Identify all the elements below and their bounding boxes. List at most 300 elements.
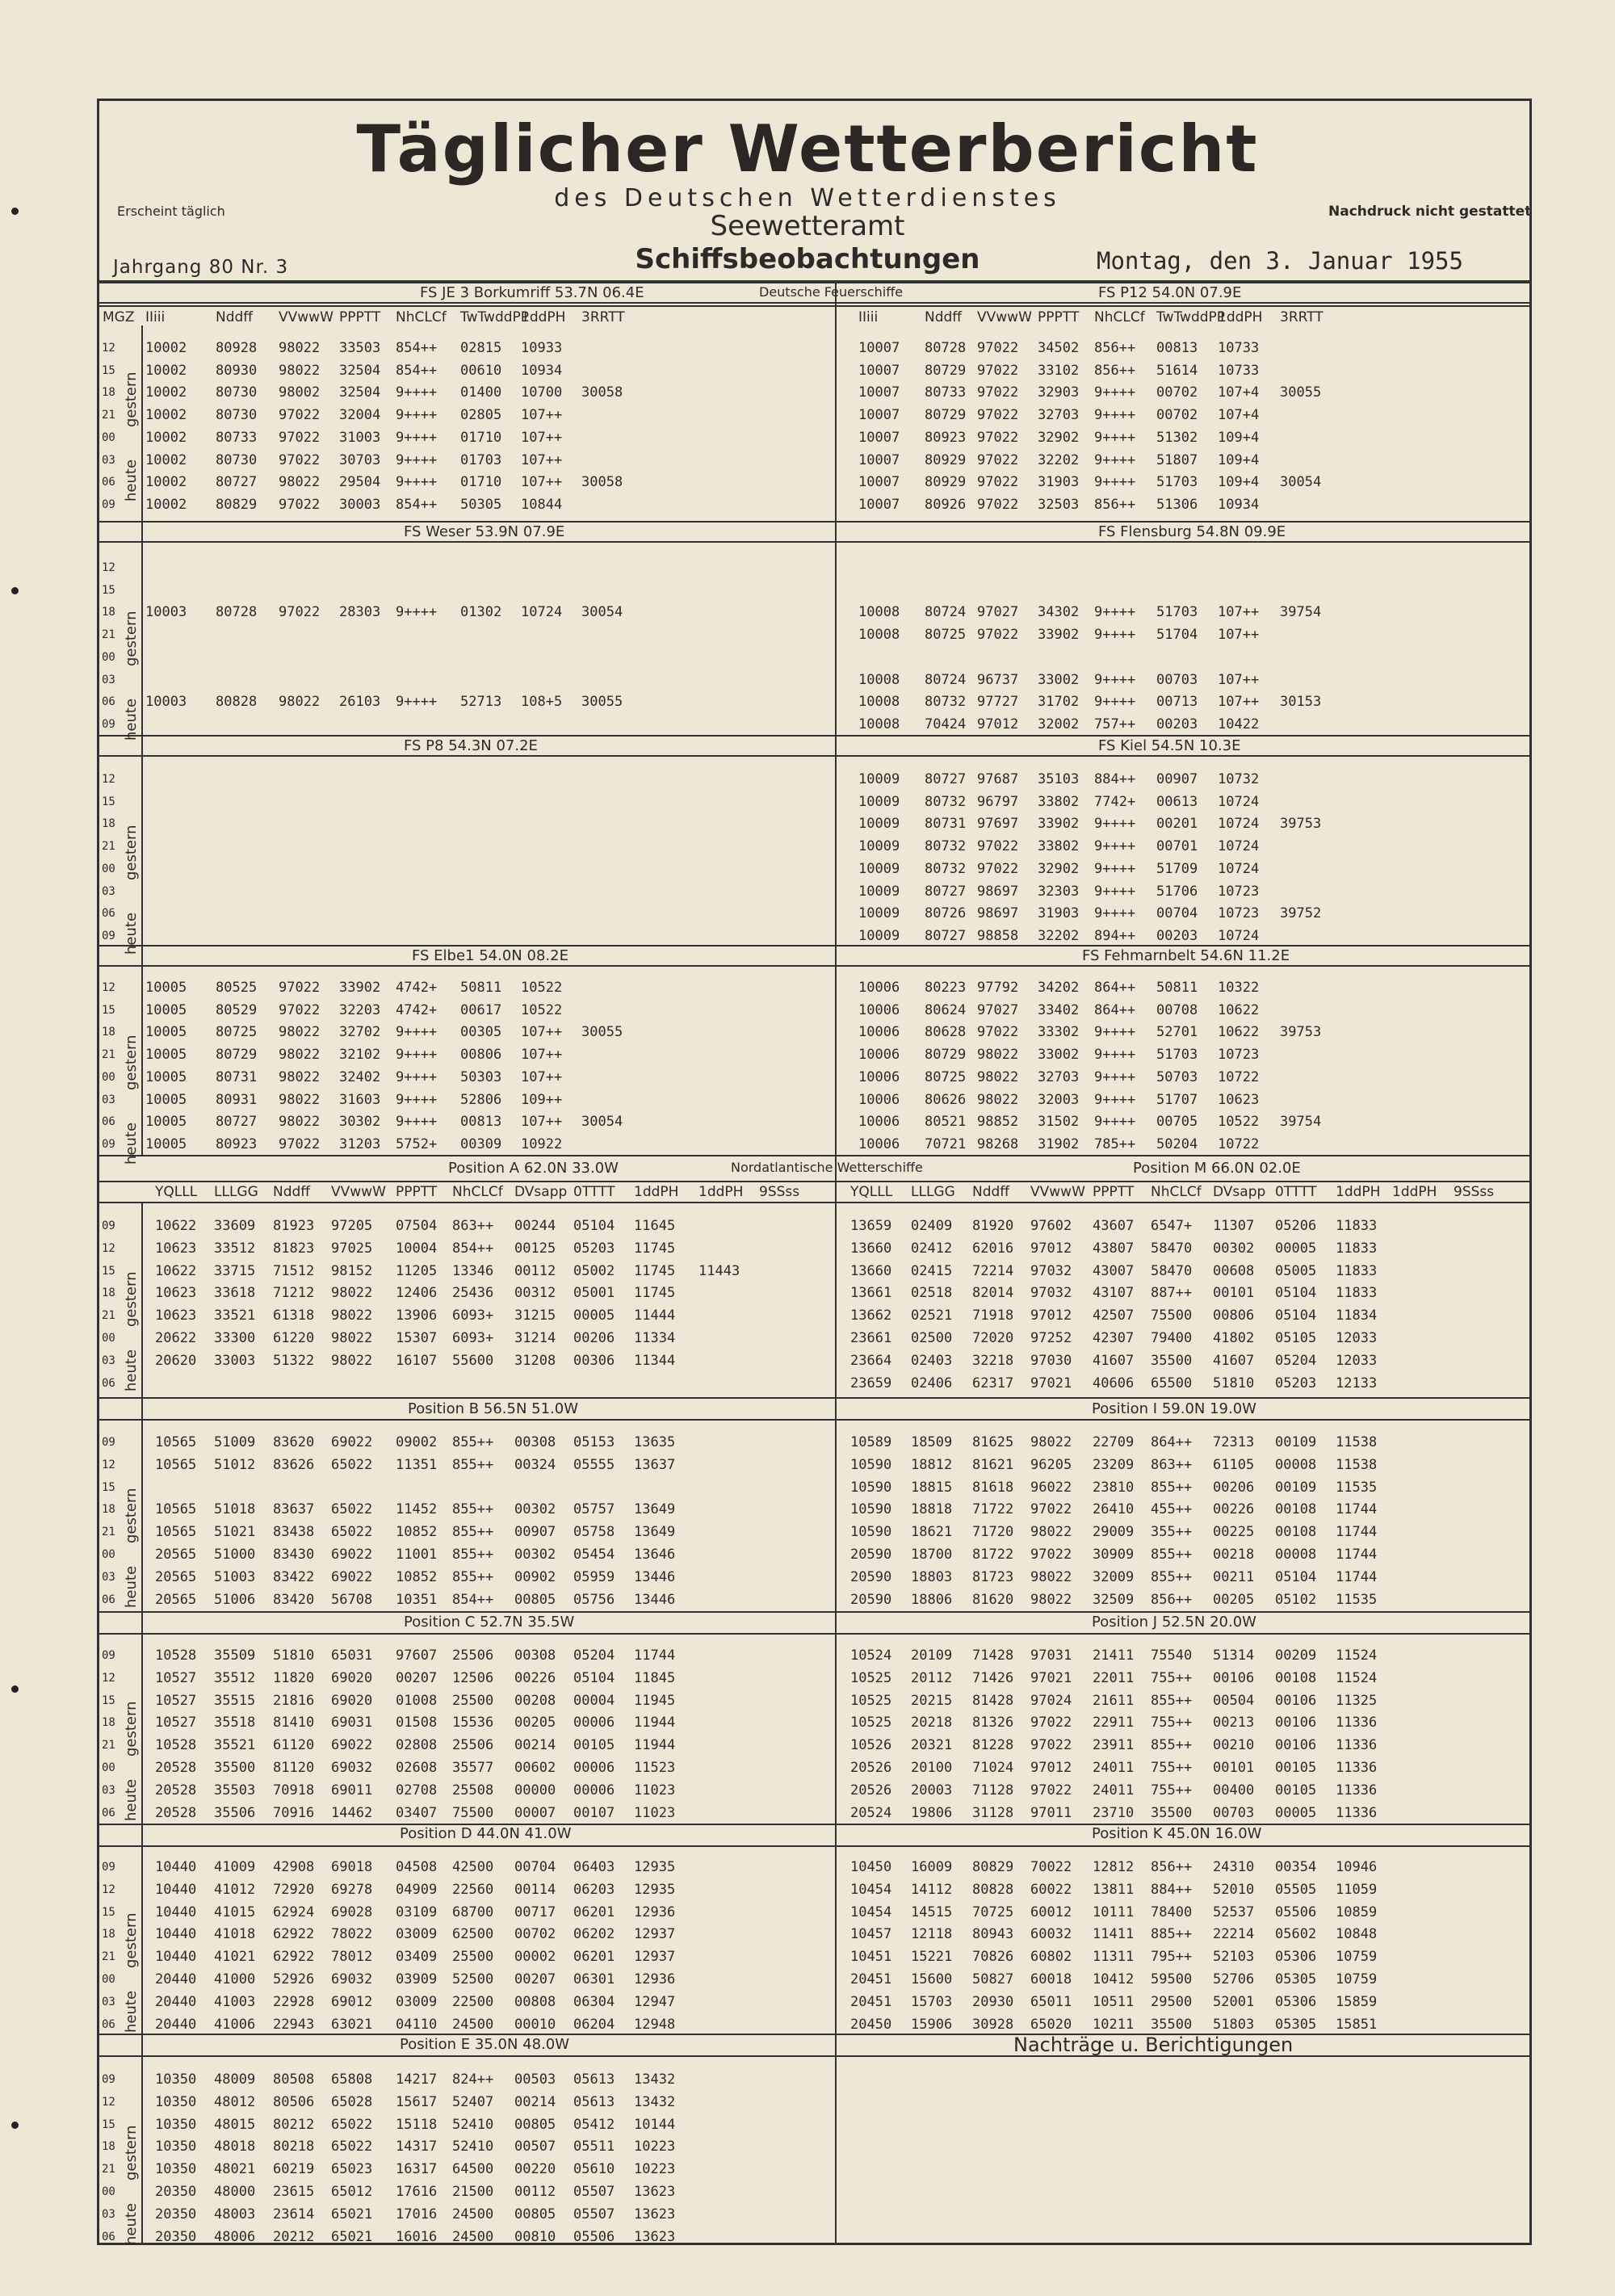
observation-value: 11336 bbox=[1336, 1737, 1378, 1754]
observation-value: 97022 bbox=[279, 407, 321, 424]
observation-value: 05153 bbox=[573, 1434, 615, 1450]
observation-value: 11820 bbox=[273, 1669, 315, 1686]
observation-value: 52806 bbox=[460, 1091, 502, 1108]
observation-value: 18812 bbox=[911, 1456, 953, 1473]
observation-hour: 12 bbox=[102, 1458, 115, 1471]
observation-value: 80223 bbox=[925, 980, 967, 996]
observation-value: 05005 bbox=[1275, 1262, 1317, 1279]
observation-value: 9++++ bbox=[1094, 1091, 1136, 1108]
observation-hour: 00 bbox=[102, 2185, 115, 2198]
observation-value: 12033 bbox=[1336, 1330, 1378, 1346]
observation-value: 28303 bbox=[339, 604, 381, 621]
observation-value: 10002 bbox=[145, 407, 187, 424]
observation-value: 864++ bbox=[1151, 1434, 1193, 1450]
observation-value: 13623 bbox=[634, 2228, 676, 2245]
observation-value: 65011 bbox=[1030, 1993, 1072, 2010]
observation-value: 32202 bbox=[1038, 927, 1080, 944]
observation-value: 10454 bbox=[850, 1904, 892, 1920]
observation-hour: 12 bbox=[102, 1671, 115, 1685]
observation-value: 10724 bbox=[1218, 860, 1260, 877]
observation-value: 80727 bbox=[925, 771, 967, 787]
observation-value: 31502 bbox=[1038, 1114, 1080, 1131]
observation-value: 61120 bbox=[273, 1737, 315, 1754]
observation-value: 9++++ bbox=[1094, 1047, 1136, 1064]
observation-value: 97012 bbox=[1030, 1240, 1072, 1257]
observation-value: 11845 bbox=[634, 1669, 676, 1686]
observation-value: 11538 bbox=[1336, 1456, 1378, 1473]
column-header: VVwwW bbox=[331, 1184, 386, 1200]
observation-value: 80828 bbox=[216, 694, 258, 711]
observation-value: 10007 bbox=[858, 474, 900, 491]
station-title: FS Flensburg 54.8N 09.9E bbox=[1098, 523, 1286, 540]
observation-value: 51704 bbox=[1156, 627, 1198, 644]
observation-value: 9++++ bbox=[1094, 1114, 1136, 1131]
observation-value: 80626 bbox=[925, 1091, 967, 1108]
observation-value: 14462 bbox=[331, 1804, 373, 1821]
observation-value: 10422 bbox=[1218, 716, 1260, 732]
report-section: Schiffsbeobachtungen bbox=[635, 243, 980, 275]
observation-value: 855++ bbox=[452, 1568, 494, 1585]
observation-value: 51012 bbox=[214, 1456, 256, 1473]
observation-value: 02409 bbox=[911, 1218, 953, 1234]
column-header: Nddff bbox=[273, 1184, 311, 1200]
observation-value: 10002 bbox=[145, 340, 187, 356]
observation-hour: 12 bbox=[102, 561, 115, 574]
observation-value: 80724 bbox=[925, 604, 967, 621]
observation-value: 30054 bbox=[581, 604, 623, 621]
observation-hour: 15 bbox=[102, 583, 115, 597]
observation-value: 00703 bbox=[1213, 1804, 1255, 1821]
observation-value: 05104 bbox=[1275, 1285, 1317, 1302]
observation-value: 98697 bbox=[977, 883, 1019, 900]
observation-value: 10722 bbox=[1218, 1135, 1260, 1152]
observation-value: 00206 bbox=[1213, 1479, 1255, 1496]
observation-value: 06202 bbox=[573, 1926, 615, 1943]
observation-value: 00805 bbox=[514, 2116, 556, 2133]
observation-value: 10522 bbox=[521, 1001, 563, 1018]
observation-value: 107++ bbox=[1218, 627, 1260, 644]
observation-value: 97022 bbox=[977, 496, 1019, 513]
observation-hour: 15 bbox=[102, 1003, 115, 1017]
observation-value: 795++ bbox=[1151, 1949, 1193, 1966]
observation-value: 10590 bbox=[850, 1456, 892, 1473]
observation-value: 61105 bbox=[1213, 1456, 1255, 1473]
observation-value: 98697 bbox=[977, 905, 1019, 922]
observation-value: 13811 bbox=[1093, 1881, 1135, 1898]
observation-value: 00205 bbox=[1213, 1591, 1255, 1608]
observation-value: 03009 bbox=[396, 1926, 438, 1943]
observation-value: 9++++ bbox=[1094, 838, 1136, 855]
observation-value: 10223 bbox=[634, 2139, 676, 2155]
observation-value: 51807 bbox=[1156, 451, 1198, 468]
observation-value: 34502 bbox=[1038, 340, 1080, 356]
observation-value: 00209 bbox=[1275, 1647, 1317, 1664]
rule-horizontal bbox=[99, 302, 1530, 304]
observation-value: 10006 bbox=[858, 1135, 900, 1152]
observation-value: 20565 bbox=[155, 1568, 197, 1585]
observation-value: 10009 bbox=[858, 860, 900, 877]
observation-value: 98152 bbox=[331, 1262, 373, 1279]
observation-value: 70725 bbox=[972, 1904, 1014, 1920]
observation-value: 9++++ bbox=[396, 1091, 438, 1108]
column-header: NhCLCf bbox=[396, 309, 447, 325]
observation-value: 12033 bbox=[1336, 1352, 1378, 1369]
observation-hour: 18 bbox=[102, 1287, 115, 1300]
observation-value: 65808 bbox=[331, 2071, 373, 2088]
observation-value: 9++++ bbox=[396, 429, 438, 446]
column-header: YQLLL bbox=[155, 1184, 198, 1200]
observation-value: 10723 bbox=[1218, 1047, 1260, 1064]
rule-horizontal bbox=[99, 945, 1530, 947]
observation-value: 01008 bbox=[396, 1692, 438, 1709]
observation-value: 10008 bbox=[858, 671, 900, 688]
observation-value: 81120 bbox=[273, 1760, 315, 1776]
observation-value: 10759 bbox=[1336, 1949, 1378, 1966]
observation-value: 98022 bbox=[279, 1068, 321, 1085]
observation-value: 80731 bbox=[925, 816, 967, 833]
observation-value: 32702 bbox=[339, 1024, 381, 1041]
observation-value: 58470 bbox=[1151, 1240, 1193, 1257]
observation-value: 97697 bbox=[977, 816, 1019, 833]
observation-value: 32004 bbox=[339, 407, 381, 424]
observation-value: 15600 bbox=[911, 1971, 953, 1987]
observation-value: 10724 bbox=[521, 604, 563, 621]
observation-value: 10006 bbox=[858, 1047, 900, 1064]
observation-value: 98002 bbox=[279, 384, 321, 401]
observation-value: 10111 bbox=[1093, 1904, 1135, 1920]
observation-value: 00701 bbox=[1156, 838, 1198, 855]
observation-value: 97022 bbox=[279, 429, 321, 446]
observation-value: 10006 bbox=[858, 1068, 900, 1085]
observation-value: 26410 bbox=[1093, 1501, 1135, 1518]
observation-value: 107++ bbox=[521, 1047, 563, 1064]
rule-horizontal bbox=[99, 735, 1530, 737]
observation-value: 32203 bbox=[339, 1001, 381, 1018]
observation-value: 107++ bbox=[521, 1114, 563, 1131]
observation-value: 11444 bbox=[634, 1308, 676, 1324]
observation-value: 9++++ bbox=[396, 694, 438, 711]
label-heute: heute bbox=[123, 2202, 140, 2245]
nachtraege-title: Nachträge u. Berichtigungen bbox=[1013, 2034, 1294, 2056]
observation-value: 35509 bbox=[214, 1647, 256, 1664]
observation-value: 10524 bbox=[850, 1647, 892, 1664]
observation-value: 97022 bbox=[279, 1001, 321, 1018]
observation-value: 15859 bbox=[1336, 1993, 1378, 2010]
observation-value: 98022 bbox=[1030, 1591, 1072, 1608]
observation-value: 29009 bbox=[1093, 1524, 1135, 1541]
observation-value: 80931 bbox=[216, 1091, 258, 1108]
observation-value: 856++ bbox=[1094, 496, 1136, 513]
observation-value: 98022 bbox=[1030, 1434, 1072, 1450]
observation-value: 21611 bbox=[1093, 1692, 1135, 1709]
report-title: Täglicher Wetterbericht bbox=[356, 111, 1259, 187]
observation-value: 107++ bbox=[521, 1024, 563, 1041]
observation-value: 78022 bbox=[331, 1926, 373, 1943]
observation-value: 107++ bbox=[521, 451, 563, 468]
observation-value: 10009 bbox=[858, 816, 900, 833]
observation-value: 10623 bbox=[1218, 1091, 1260, 1108]
column-header: IIiii bbox=[858, 309, 879, 325]
observation-value: 355++ bbox=[1151, 1524, 1193, 1541]
observation-value: 13660 bbox=[850, 1262, 892, 1279]
observation-value: 10522 bbox=[521, 980, 563, 996]
observation-value: 98022 bbox=[279, 1091, 321, 1108]
observation-value: 60802 bbox=[1030, 1949, 1072, 1966]
observation-value: 70424 bbox=[925, 716, 967, 732]
observation-value: 00108 bbox=[1275, 1501, 1317, 1518]
observation-value: 9++++ bbox=[1094, 1024, 1136, 1041]
observation-hour: 09 bbox=[102, 1649, 115, 1662]
observation-value: 10622 bbox=[155, 1262, 197, 1279]
rule-vertical bbox=[835, 1155, 837, 2245]
observation-value: 69022 bbox=[331, 1547, 373, 1563]
observation-value: 22560 bbox=[452, 1881, 494, 1898]
column-header: PPPTT bbox=[339, 309, 381, 325]
observation-value: 11443 bbox=[698, 1262, 740, 1279]
observation-hour: 00 bbox=[102, 1973, 115, 1986]
observation-value: 80829 bbox=[216, 496, 258, 513]
observation-value: 21500 bbox=[452, 2184, 494, 2200]
observation-value: 96205 bbox=[1030, 1456, 1072, 1473]
observation-value: 33402 bbox=[1038, 1001, 1080, 1018]
observation-value: 18818 bbox=[911, 1501, 953, 1518]
observation-value: 10008 bbox=[858, 627, 900, 644]
observation-value: 33003 bbox=[214, 1352, 256, 1369]
observation-value: 97022 bbox=[1030, 1737, 1072, 1754]
observation-value: 20350 bbox=[155, 2206, 197, 2223]
observation-value: 9++++ bbox=[1094, 407, 1136, 424]
report-office: Seewetteramt bbox=[710, 210, 905, 242]
observation-value: 108+5 bbox=[521, 694, 563, 711]
observation-value: 107+4 bbox=[1218, 407, 1260, 424]
observation-value: 00907 bbox=[1156, 771, 1198, 787]
rule-horizontal bbox=[99, 521, 1530, 523]
column-header: Nddff bbox=[216, 309, 254, 325]
observation-value: 9++++ bbox=[1094, 905, 1136, 922]
observation-hour: 18 bbox=[102, 817, 115, 831]
observation-value: 80829 bbox=[972, 1859, 1014, 1875]
observation-value: 65023 bbox=[331, 2161, 373, 2178]
observation-value: 06301 bbox=[573, 1971, 615, 1987]
observation-value: 10511 bbox=[1093, 1993, 1135, 2010]
observation-value: 04110 bbox=[396, 2016, 438, 2033]
observation-value: 11351 bbox=[396, 1456, 438, 1473]
observation-value: 13649 bbox=[634, 1524, 676, 1541]
observation-value: 97607 bbox=[396, 1647, 438, 1664]
observation-value: 31903 bbox=[1038, 474, 1080, 491]
observation-hour: 06 bbox=[102, 1806, 115, 1820]
observation-value: 33802 bbox=[1038, 793, 1080, 810]
observation-value: 02808 bbox=[396, 1737, 438, 1754]
observation-value: 11744 bbox=[634, 1647, 676, 1664]
observation-value: 00107 bbox=[573, 1804, 615, 1821]
observation-value: 11059 bbox=[1336, 1881, 1378, 1898]
observation-value: 96737 bbox=[977, 671, 1019, 688]
label-gestern: gestern bbox=[123, 1912, 140, 1968]
observation-hour: 15 bbox=[102, 795, 115, 808]
observation-value: 21816 bbox=[273, 1692, 315, 1709]
observation-value: 11344 bbox=[634, 1352, 676, 1369]
observation-value: 31003 bbox=[339, 429, 381, 446]
column-header: Nddff bbox=[925, 309, 963, 325]
observation-value: 00810 bbox=[514, 2228, 556, 2245]
observation-value: 07504 bbox=[396, 1218, 438, 1234]
observation-value: 05506 bbox=[573, 2228, 615, 2245]
observation-value: 6093+ bbox=[452, 1308, 494, 1324]
observation-value: 10946 bbox=[1336, 1859, 1378, 1875]
observation-value: 81723 bbox=[972, 1568, 1014, 1585]
column-header: TwTwddPP bbox=[460, 309, 530, 325]
observation-value: 98022 bbox=[977, 1091, 1019, 1108]
observation-value: 32504 bbox=[339, 362, 381, 379]
observation-value: 58470 bbox=[1151, 1262, 1193, 1279]
observation-value: 80506 bbox=[273, 2093, 315, 2110]
observation-value: 05206 bbox=[1275, 1218, 1317, 1234]
observation-value: 00507 bbox=[514, 2139, 556, 2155]
observation-value: 05002 bbox=[573, 1262, 615, 1279]
observation-value: 97022 bbox=[977, 1024, 1019, 1041]
observation-value: 856++ bbox=[1094, 362, 1136, 379]
label-gestern: gestern bbox=[123, 611, 140, 666]
observation-hour: 03 bbox=[102, 673, 115, 686]
observation-value: 20440 bbox=[155, 1993, 197, 2010]
observation-value: 05454 bbox=[573, 1547, 615, 1563]
observation-value: 9++++ bbox=[1094, 671, 1136, 688]
observation-value: 80218 bbox=[273, 2139, 315, 2155]
observation-hour: 15 bbox=[102, 363, 115, 377]
observation-value: 10528 bbox=[155, 1737, 197, 1754]
observation-value: 10007 bbox=[858, 496, 900, 513]
observation-value: 10527 bbox=[155, 1692, 197, 1709]
observation-value: 884++ bbox=[1094, 771, 1136, 787]
observation-value: 20565 bbox=[155, 1591, 197, 1608]
observation-value: 11745 bbox=[634, 1240, 676, 1257]
observation-value: 11833 bbox=[1336, 1240, 1378, 1257]
observation-value: 03407 bbox=[396, 1804, 438, 1821]
observation-value: 97022 bbox=[977, 429, 1019, 446]
observation-value: 10852 bbox=[396, 1568, 438, 1585]
observation-value: 13660 bbox=[850, 1240, 892, 1257]
observation-value: 34302 bbox=[1038, 604, 1080, 621]
observation-value: 51302 bbox=[1156, 429, 1198, 446]
observation-value: 5752+ bbox=[396, 1135, 438, 1152]
observation-value: 15536 bbox=[452, 1715, 494, 1731]
observation-value: 00106 bbox=[1275, 1692, 1317, 1709]
observation-value: 05204 bbox=[573, 1647, 615, 1664]
observation-value: 05203 bbox=[1275, 1375, 1317, 1391]
observation-value: 25508 bbox=[452, 1782, 494, 1799]
observation-value: 97022 bbox=[977, 384, 1019, 401]
observation-value: 10525 bbox=[850, 1669, 892, 1686]
observation-hour: 03 bbox=[102, 1093, 115, 1106]
observation-value: 18700 bbox=[911, 1547, 953, 1563]
observation-value: 10622 bbox=[1218, 1001, 1260, 1018]
rule-horizontal bbox=[99, 2034, 1530, 2035]
observation-value: 01710 bbox=[460, 474, 502, 491]
observation-value: 20350 bbox=[155, 2184, 197, 2200]
observation-value: 98022 bbox=[279, 340, 321, 356]
observation-value: 02403 bbox=[911, 1352, 953, 1369]
observation-value: 03409 bbox=[396, 1949, 438, 1966]
observation-value: 80730 bbox=[216, 384, 258, 401]
observation-value: 11944 bbox=[634, 1737, 676, 1754]
observation-value: 52926 bbox=[273, 1971, 315, 1987]
observation-value: 32003 bbox=[1038, 1091, 1080, 1108]
observation-value: 10589 bbox=[850, 1434, 892, 1450]
observation-value: 9++++ bbox=[396, 451, 438, 468]
column-header: DVsapp bbox=[1213, 1184, 1266, 1200]
observation-value: 00717 bbox=[514, 1904, 556, 1920]
observation-value: 80732 bbox=[925, 860, 967, 877]
observation-hour: 03 bbox=[102, 1783, 115, 1797]
observation-value: 10008 bbox=[858, 604, 900, 621]
observation-value: 00503 bbox=[514, 2071, 556, 2088]
observation-value: 13623 bbox=[634, 2206, 676, 2223]
column-header: 1ddPH bbox=[521, 309, 566, 325]
observation-hour: 09 bbox=[102, 717, 115, 731]
observation-value: 97022 bbox=[279, 496, 321, 513]
observation-value: 98022 bbox=[279, 1047, 321, 1064]
observation-value: 10144 bbox=[634, 2116, 676, 2133]
column-header: DVsapp bbox=[514, 1184, 568, 1200]
observation-hour: 06 bbox=[102, 2230, 115, 2244]
observation-value: 71212 bbox=[273, 1285, 315, 1302]
observation-value: 65021 bbox=[331, 2228, 373, 2245]
observation-value: 02708 bbox=[396, 1782, 438, 1799]
observation-value: 30055 bbox=[581, 1024, 623, 1041]
observation-value: 00613 bbox=[1156, 793, 1198, 810]
observation-value: 9++++ bbox=[396, 384, 438, 401]
observation-value: 33902 bbox=[1038, 816, 1080, 833]
observation-value: 757++ bbox=[1094, 716, 1136, 732]
observation-value: 32902 bbox=[1038, 860, 1080, 877]
observation-hour: 03 bbox=[102, 1995, 115, 2008]
observation-value: 11001 bbox=[396, 1547, 438, 1563]
observation-value: 12133 bbox=[1336, 1375, 1378, 1391]
observation-value: 98022 bbox=[279, 1114, 321, 1131]
observation-value: 80730 bbox=[216, 451, 258, 468]
observation-value: 65022 bbox=[331, 2116, 373, 2133]
rule-horizontal bbox=[99, 1419, 1530, 1421]
observation-value: 98022 bbox=[279, 1024, 321, 1041]
observation-value: 35103 bbox=[1038, 771, 1080, 787]
observation-value: 20526 bbox=[850, 1782, 892, 1799]
observation-value: 80725 bbox=[925, 1068, 967, 1085]
observation-value: 109++ bbox=[521, 1091, 563, 1108]
observation-value: 00101 bbox=[1213, 1285, 1255, 1302]
label-heute: heute bbox=[123, 1990, 140, 2033]
observation-value: 10006 bbox=[858, 1024, 900, 1041]
report-date: Montag, den 3. Januar 1955 bbox=[1097, 247, 1463, 275]
observation-value: 00226 bbox=[514, 1669, 556, 1686]
observation-value: 05306 bbox=[1275, 1949, 1317, 1966]
observation-value: 23810 bbox=[1093, 1479, 1135, 1496]
observation-value: 10723 bbox=[1218, 905, 1260, 922]
observation-value: 864++ bbox=[1094, 1001, 1136, 1018]
rule-horizontal bbox=[99, 282, 1530, 283]
observation-value: 10590 bbox=[850, 1524, 892, 1541]
observation-value: 80508 bbox=[273, 2071, 315, 2088]
observation-value: 9++++ bbox=[1094, 627, 1136, 644]
observation-value: 15307 bbox=[396, 1330, 438, 1346]
observation-value: 60012 bbox=[1030, 1904, 1072, 1920]
observation-value: 65022 bbox=[331, 1524, 373, 1541]
observation-value: 00225 bbox=[1213, 1524, 1255, 1541]
observation-value: 19806 bbox=[911, 1804, 953, 1821]
observation-value: 32509 bbox=[1093, 1591, 1135, 1608]
observation-value: 10002 bbox=[145, 384, 187, 401]
observation-value: 05105 bbox=[1275, 1330, 1317, 1346]
